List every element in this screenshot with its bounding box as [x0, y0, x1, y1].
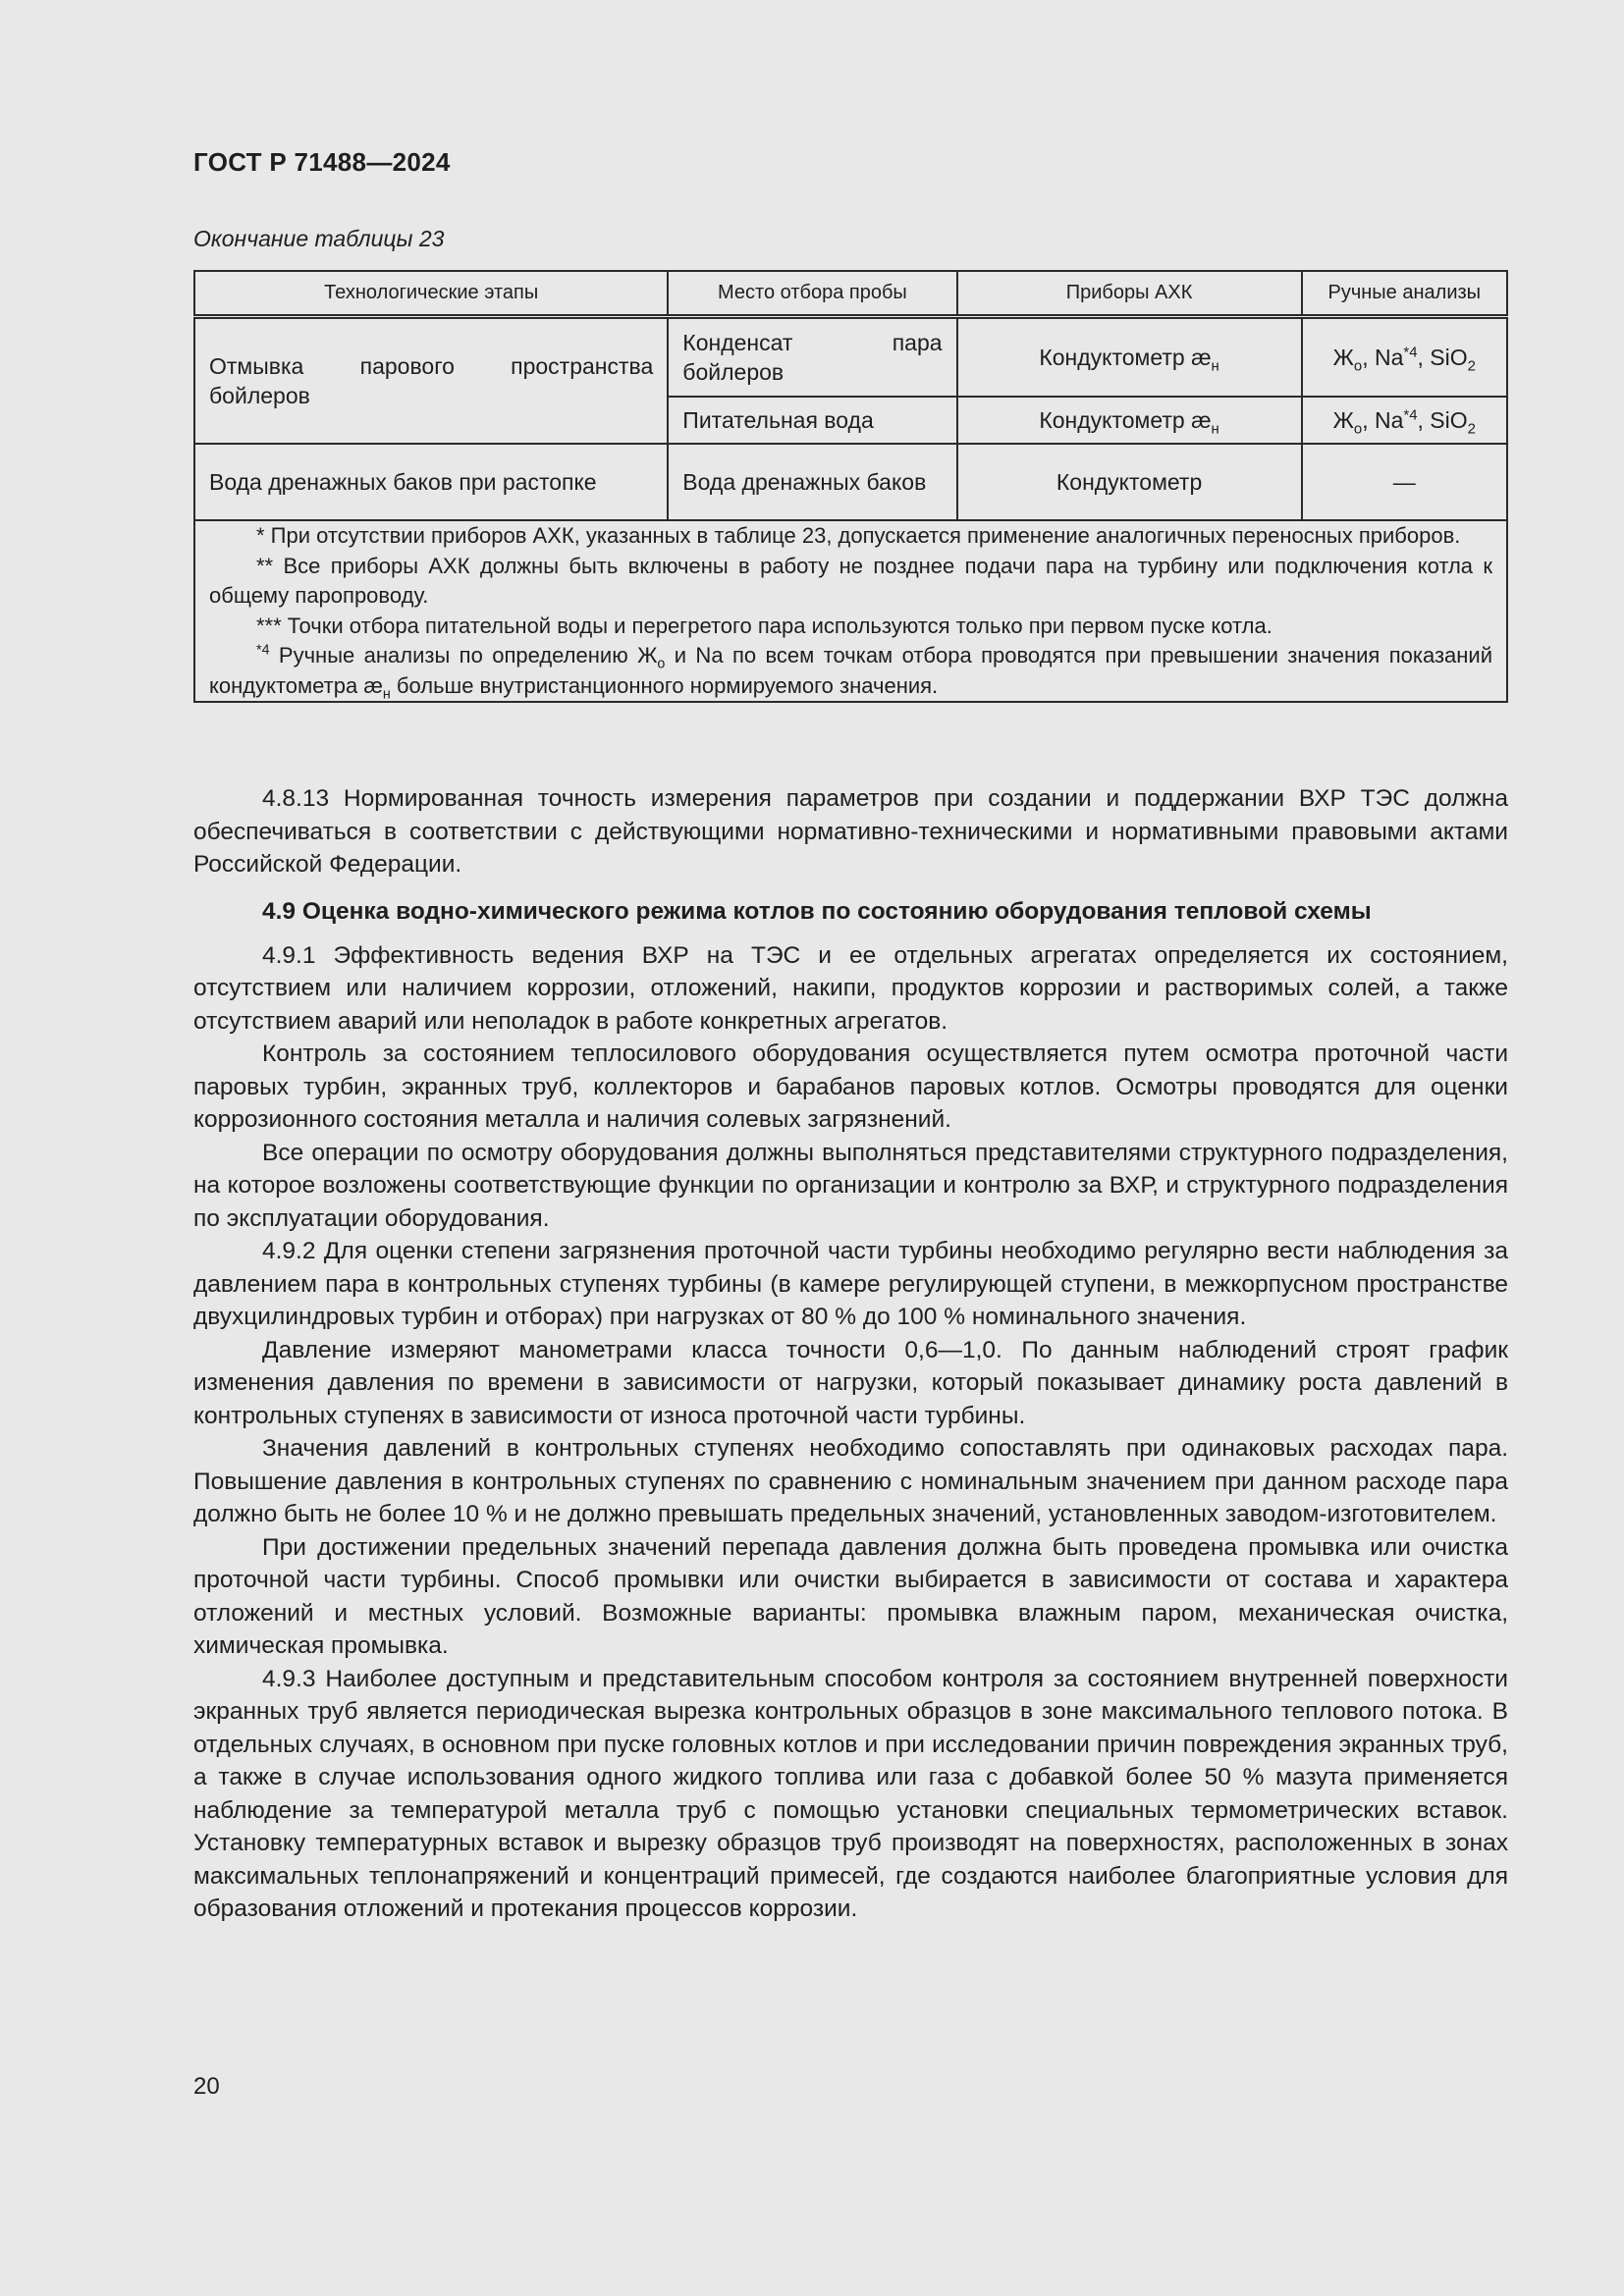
page-number: 20	[193, 2073, 220, 2100]
table-header-row	[194, 271, 1507, 317]
paragraph: Контроль за состоянием теплосилового оборудования осуществляется путем осмотра проточной части паровых турбин, экранных труб, коллекторов и барабанов паровых котлов. Осмотры проводятся для оценки коррозионного состояния металла и наличия солевых загрязнений.	[193, 1041, 1508, 1133]
cell-device: Кондуктометр $æ_н$	[957, 317, 1302, 398]
cell-stage: Вода дренажных баков при растопке	[194, 444, 668, 520]
cell-manual: $Ж_о$, Na$^{*4}$, SiO$_2$	[1302, 397, 1507, 444]
paragraph-4-9-3: 4.9.3 Наиболее доступным и представительным способом контроля за состоянием внутренней поверхности экранных труб является периодическая вырезка контрольных образцов в зоне максимального теплового потока. В отдельных случаях, в основном при пуске головных котлов и при исследовании причин повреждения экранных труб, а также в случае использования одного жидкого топлива или газа с добавкой более 50 % мазута применяется наблюдение за температурой металла труб с помощью установки специальных термометрических вставок. Установку температурных вставок и вырезку образцов труб производят на поверхностях, расположенных в зонах максимальных теплонапряжений и концентраций примесей, где создаются наиболее благоприятные условия для образования отложений и протекания процессов коррозии.	[193, 1665, 1508, 1922]
cell-manual: —	[1302, 444, 1507, 520]
column-header-manual: Ручные анализы	[1302, 271, 1507, 317]
document-header: ГОСТ Р 71488—2024	[193, 147, 451, 177]
table-row	[194, 317, 1507, 398]
paragraph: Значения давлений в контрольных ступенях необходимо сопоставлять при одинаковых расходах пара. Повышение давления в контрольных ступенях по сравнению с номинальным значением при данном расходе пара должно быть не более 10 % и не должно превышать предельных значений, установленных заводом-изготовителем.	[193, 1435, 1508, 1527]
footnote-3: *** Точки отбора питательной воды и перегретого пара используются только при первом пуске котла.	[256, 613, 1272, 638]
cell-stage: Отмывка парового пространства бойлеров	[194, 317, 668, 445]
paragraph: Давление измеряют манометрами класса точности 0,6—1,0. По данным наблюдений строят график изменения давления по времени в зависимости от нагрузки, который показывает динамику роста давлений в контрольных ступенях в зависимости от износа проточной части турбины.	[193, 1336, 1508, 1429]
paragraph: Все операции по осмотру оборудования должны выполняться представителями структурного подразделения, на которое возложены соответствующие функции по организации и контролю за ВХР, и структурного подразделения по эксплуатации оборудования.	[193, 1139, 1508, 1232]
paragraph-4-8-13: 4.8.13 Нормированная точность измерения параметров при создании и поддержании ВХР ТЭС должна обеспечиваться в соответствии с действующими нормативно-техническими и нормативными правовыми актами Российской Федерации.	[193, 785, 1508, 878]
cell-manual: $Ж_о$, Na$^{*4}$, SiO$_2$	[1302, 317, 1507, 398]
monitoring-table	[193, 270, 1508, 703]
body-text	[193, 782, 1508, 1926]
paragraph-4-9-2: 4.9.2 Для оценки степени загрязнения проточной части турбины необходимо регулярно вести наблюдения за давлением пара в контрольных ступенях турбины (в камере регулирующей ступени, в межкорпусном пространстве двухцилиндровых турбин и отборах) при нагрузках от 80 % до 100 % номинального значения.	[193, 1238, 1508, 1330]
table-notes	[194, 520, 1507, 702]
footnote-4: $^{*4}$ Ручные анализы по определению $Ж_о$ и Na по всем точкам отбора проводятся при превышении значения показаний кондуктометра $æ_н$ больше внутристанционного нормируемого значения.	[209, 642, 1492, 702]
footnote-1: * При отсутствии приборов АХК, указанных в таблице 23, допускается применение аналогичных переносных приборов.	[256, 523, 1461, 548]
column-header-place: Место отбора пробы	[668, 271, 956, 317]
section-heading-4-9: 4.9 Оценка водно-химического режима котлов по состоянию оборудования тепловой схемы	[262, 897, 1372, 925]
paragraph: При достижении предельных значений перепада давления должна быть проведена промывка или очистка проточной части турбины. Способ промывки или очистки выбирается в зависимости от состава и характера отложений и местных условий. Возможные варианты: промывка влажным паром, механическая очистка, химическая промывка.	[193, 1533, 1508, 1659]
paragraph-4-9-1: 4.9.1 Эффективность ведения ВХР на ТЭС и ее отдельных агрегатах определяется их состоянием, отсутствием или наличием коррозии, отложений, накипи, продуктов коррозии и растворимых солей, а также отсутствием аварий или неполадок в работе конкретных агрегатов.	[193, 941, 1508, 1035]
table-notes-row	[194, 520, 1507, 702]
column-header-stage: Технологические этапы	[194, 271, 668, 317]
footnote-2: ** Все приборы АХК должны быть включены в работу не позднее подачи пара на турбину или подключения котла к общему паропроводу.	[209, 553, 1492, 608]
cell-place: Вода дренажных баков	[668, 444, 956, 520]
cell-place: Конденсат пара бойлеров	[668, 317, 956, 398]
cell-device: Кондуктометр $æ_н$	[957, 397, 1302, 444]
table-row	[194, 444, 1507, 520]
column-header-devices: Приборы АХК	[957, 271, 1302, 317]
cell-place: Питательная вода	[668, 397, 956, 444]
table-caption: Окончание таблицы 23	[193, 226, 445, 251]
cell-device: Кондуктометр	[957, 444, 1302, 520]
